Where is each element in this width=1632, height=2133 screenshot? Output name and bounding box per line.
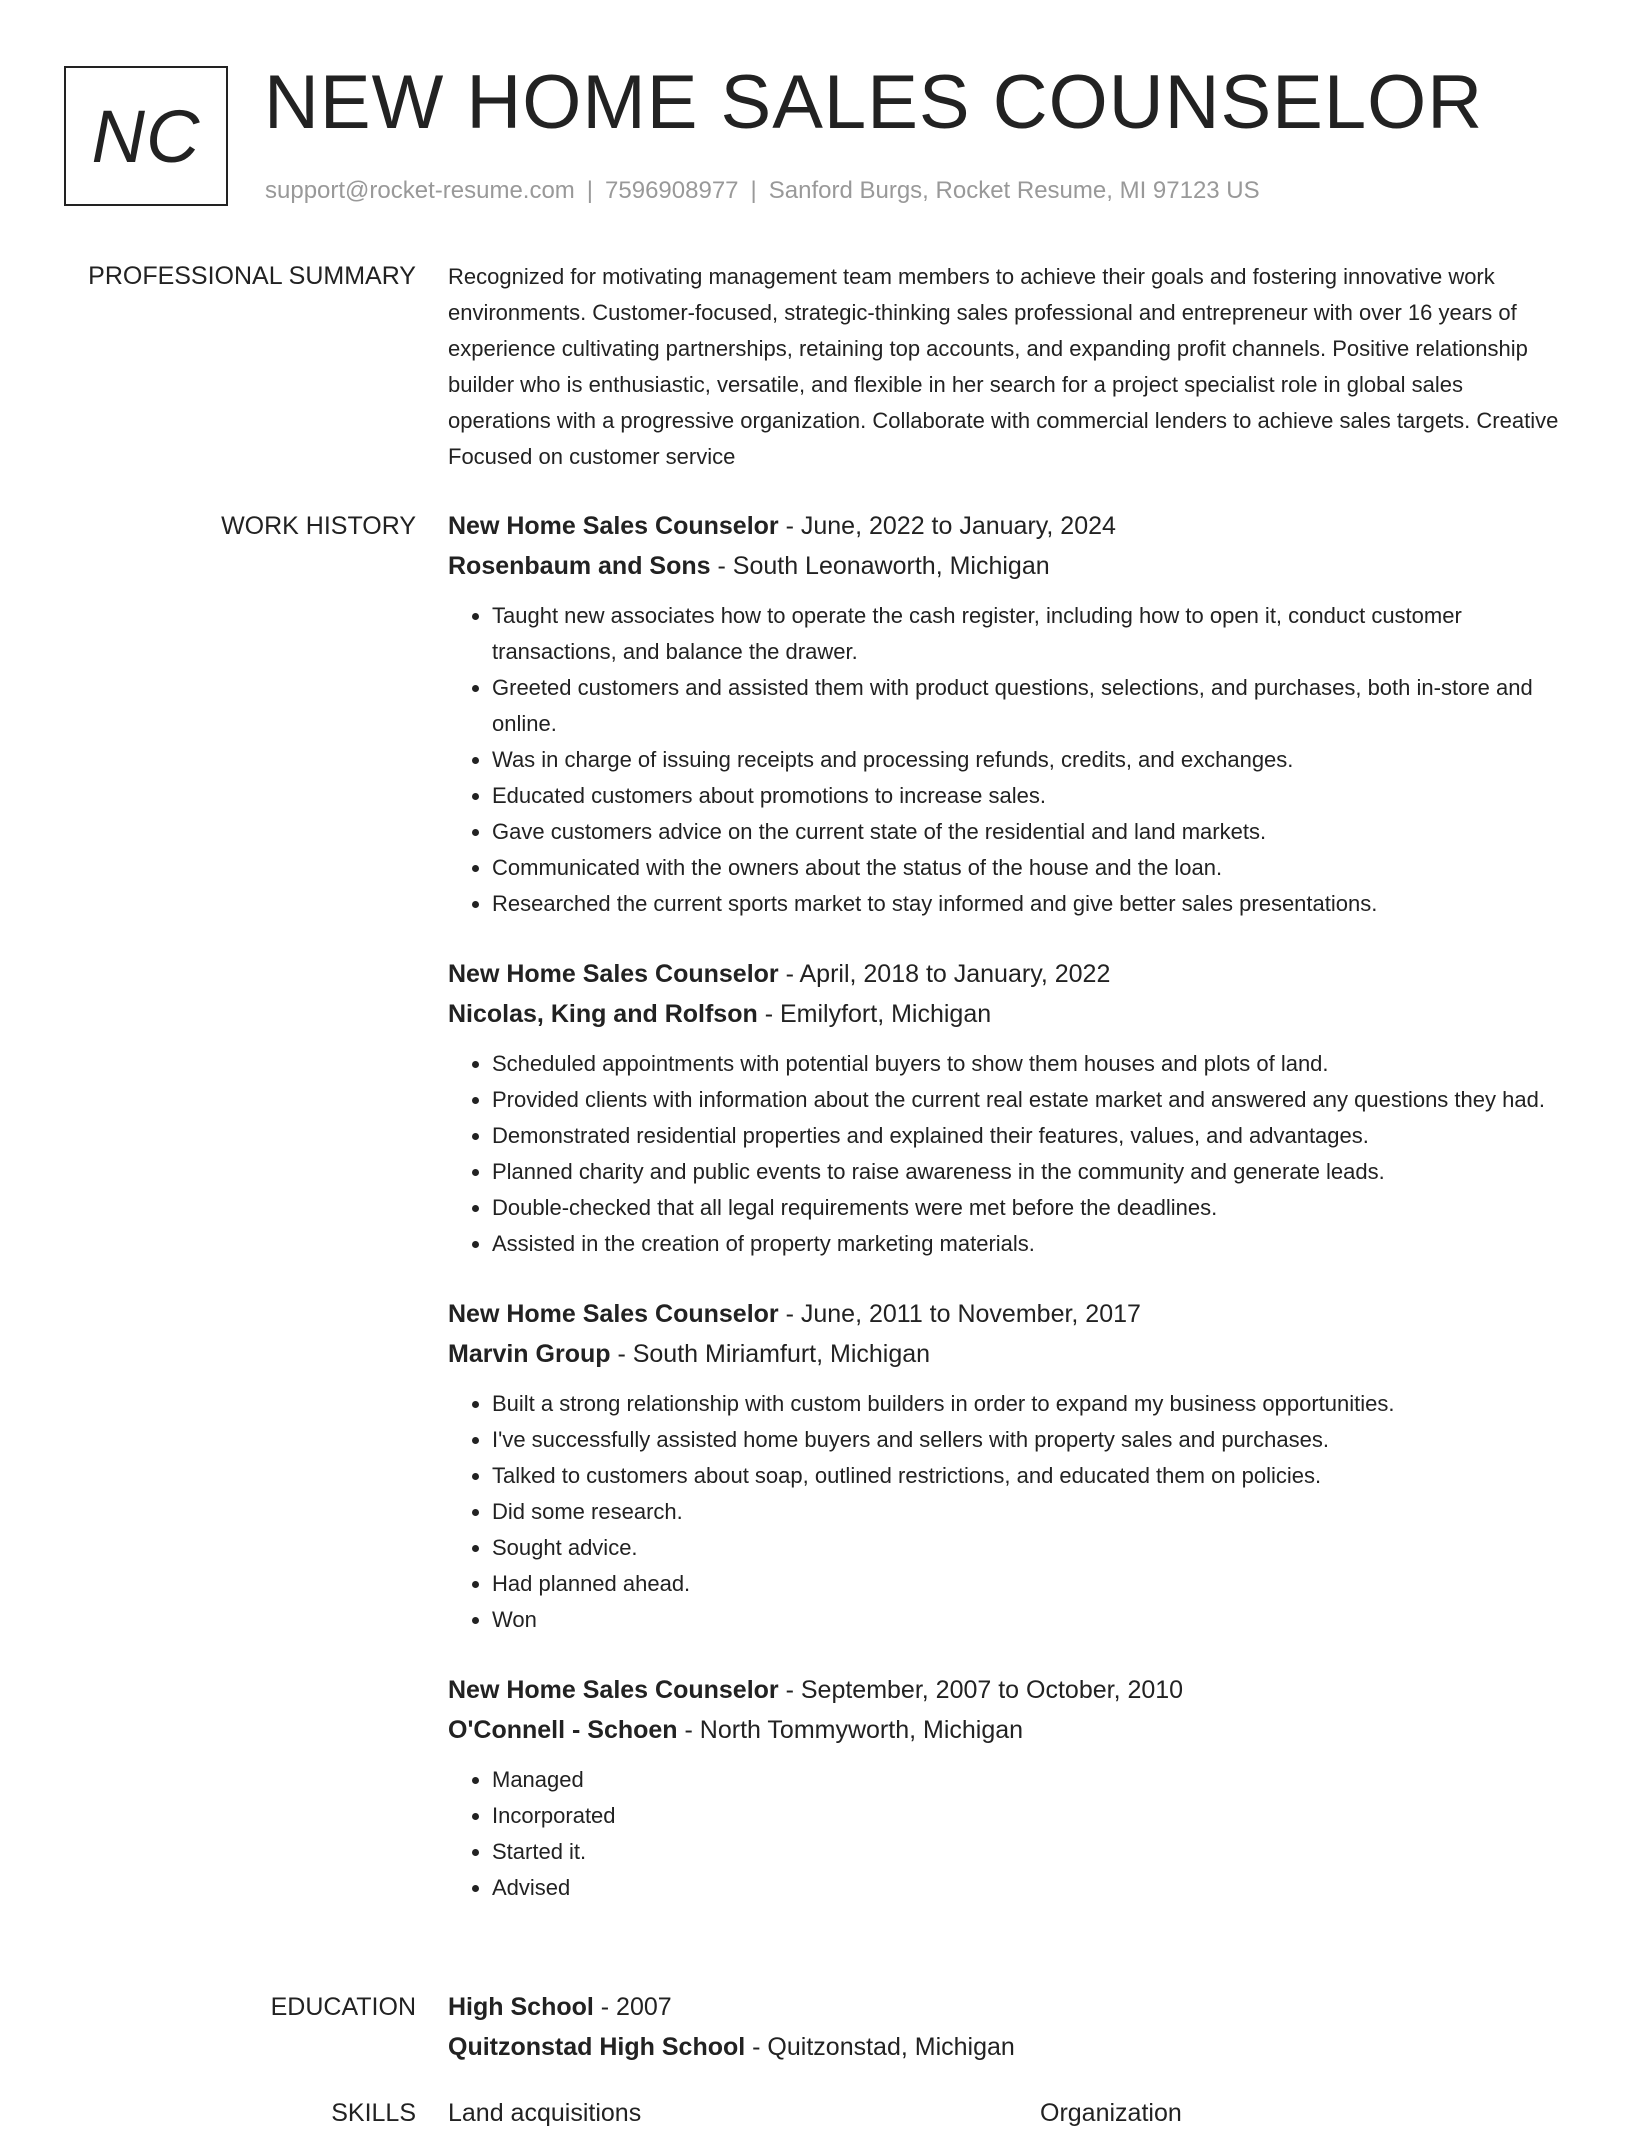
education-year: - 2007 <box>593 1993 672 2021</box>
job-bullets <box>448 1046 1568 1262</box>
job-company-line <box>448 546 1568 586</box>
job-dates: - April, 2018 to January, 2022 <box>778 960 1111 988</box>
job-dates: - June, 2011 to November, 2017 <box>778 1300 1141 1328</box>
job-bullet: • Incorporated <box>492 1798 1568 1834</box>
summary-text: Recognized for motivating management team members to achieve their goals and fostering innovative work environments. Customer-focused, strategic-thinking sales professional and entrepreneur with over 16 years of experience cultivating partnerships, retaining top accounts, and expanding profit channels. Positive relationship builder who is enthusiastic, versatile, and flexible in her search for a project specialist role in global sales operations with a progressive organization. Collaborate with commercial lenders to achieve sales targets. Creative Focused on customer service <box>448 264 1559 469</box>
education-section <box>448 1987 1568 2067</box>
job-company: Rosenbaum and Sons <box>448 552 711 580</box>
contact-address: Sanford Burgs, Rocket Resume, MI 97123 US <box>768 177 1260 204</box>
education-degree-line <box>448 1987 1568 2027</box>
resume-title: NEW HOME SALES COUNSELOR <box>264 60 1484 145</box>
job-bullet: • Started it. <box>492 1834 1568 1870</box>
job-company: Nicolas, King and Rolfson <box>448 1000 758 1028</box>
job-entry <box>448 954 1568 1262</box>
job-entry <box>448 506 1568 922</box>
job-bullet: • Gave customers advice on the current state of the residential and land markets. <box>492 814 1568 850</box>
job-entry <box>448 1294 1568 1638</box>
summary-heading: PROFESSIONAL SUMMARY <box>88 262 416 290</box>
job-bullet: • Educated customers about promotions to increase sales. <box>492 778 1568 814</box>
job-dates: - June, 2022 to January, 2024 <box>778 512 1116 540</box>
contact-line <box>265 176 1260 206</box>
job-bullet: • Managed <box>492 1762 1568 1798</box>
job-company: Marvin Group <box>448 1340 611 1368</box>
job-location: - Emilyfort, Michigan <box>757 1000 992 1028</box>
job-bullet: • Assisted in the creation of property marketing materials. <box>492 1226 1568 1262</box>
job-bullet: • Planned charity and public events to raise awareness in the community and generate leads. <box>492 1154 1568 1190</box>
contact-separator: | <box>750 177 757 204</box>
job-company-line <box>448 994 1568 1034</box>
contact-email[interactable]: support@rocket-resume.com <box>265 177 575 204</box>
job-title: New Home Sales Counselor <box>448 1676 779 1704</box>
job-company: O'Connell - Schoen <box>448 1716 678 1744</box>
job-bullet: • Double-checked that all legal requirements were met before the deadlines. <box>492 1190 1568 1226</box>
job-bullet: • Talked to customers about soap, outlined restrictions, and educated them on policies. <box>492 1458 1568 1494</box>
initials-text: NC <box>91 94 201 178</box>
job-bullet: • Had planned ahead. <box>492 1566 1568 1602</box>
initials-monogram <box>64 66 228 206</box>
job-bullet: • Communicated with the owners about the status of the house and the loan. <box>492 850 1568 886</box>
job-bullet: • Did some research. <box>492 1494 1568 1530</box>
job-title: New Home Sales Counselor <box>448 1300 779 1328</box>
job-bullet: • Researched the current sports market to stay informed and give better sales presentations. <box>492 886 1568 922</box>
job-location: - South Leonaworth, Michigan <box>710 552 1050 580</box>
job-bullets <box>448 1386 1568 1638</box>
job-bullet: • Taught new associates how to operate the cash register, including how to open it, conduct customer transactions, and balance the drawer. <box>492 598 1568 670</box>
education-degree: High School <box>448 1993 594 2021</box>
job-entry <box>448 1670 1568 1906</box>
job-bullet: • Provided clients with information about the current real estate market and answered any questions they had. <box>492 1082 1568 1118</box>
education-school: Quitzonstad High School <box>448 2033 746 2061</box>
education-location: - Quitzonstad, Michigan <box>745 2033 1015 2061</box>
job-company-line <box>448 1710 1568 1750</box>
job-bullet: • Sought advice. <box>492 1530 1568 1566</box>
job-title-line <box>448 506 1568 546</box>
education-school-line <box>448 2027 1568 2067</box>
job-bullet: • Demonstrated residential properties and explained their features, values, and advantages. <box>492 1118 1568 1154</box>
job-company-line <box>448 1334 1568 1374</box>
contact-separator: | <box>586 177 594 204</box>
skill-item: Land acquisitions <box>448 2099 642 2127</box>
work-history-heading: WORK HISTORY <box>221 512 416 540</box>
job-bullet: • Was in charge of issuing receipts and processing refunds, credits, and exchanges. <box>492 742 1568 778</box>
job-dates: - September, 2007 to October, 2010 <box>778 1676 1184 1704</box>
job-bullets <box>448 598 1568 922</box>
job-title-line <box>448 954 1568 994</box>
job-title-line <box>448 1670 1568 1710</box>
job-location: - South Miriamfurt, Michigan <box>610 1340 931 1368</box>
job-bullet: • Won <box>492 1602 1568 1638</box>
job-bullet: • Greeted customers and assisted them with product questions, selections, and purchases, both in-store and online. <box>492 670 1568 742</box>
job-bullet: • Advised <box>492 1870 1568 1906</box>
education-heading: EDUCATION <box>270 1993 416 2021</box>
job-bullet: • I've successfully assisted home buyers and sellers with property sales and purchases. <box>492 1422 1568 1458</box>
job-title: New Home Sales Counselor <box>448 960 779 988</box>
job-location: - North Tommyworth, Michigan <box>677 1716 1024 1744</box>
work-history-section <box>448 506 1568 1938</box>
job-title: New Home Sales Counselor <box>448 512 779 540</box>
job-bullets <box>448 1762 1568 1906</box>
job-title-line <box>448 1294 1568 1334</box>
contact-phone[interactable]: 7596908977 <box>605 177 739 204</box>
job-bullet: • Scheduled appointments with potential buyers to show them houses and plots of land. <box>492 1046 1568 1082</box>
skills-heading: SKILLS <box>331 2099 416 2127</box>
skill-item: Organization <box>1040 2099 1182 2127</box>
job-bullet: • Built a strong relationship with custom builders in order to expand my business opportunities. <box>492 1386 1568 1422</box>
